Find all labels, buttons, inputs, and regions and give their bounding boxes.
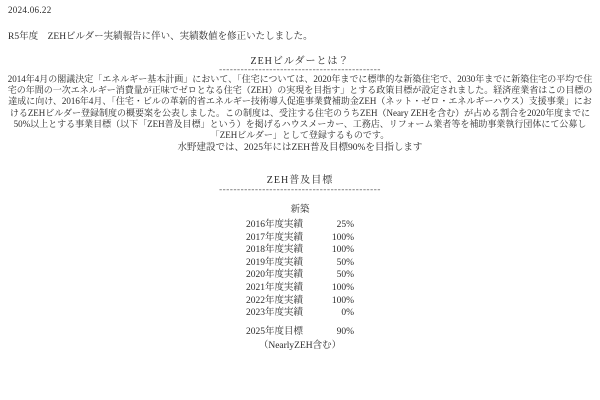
row-value: 90%: [336, 326, 354, 337]
table-row: [246, 219, 354, 232]
post-date: 2024.06.22: [8, 5, 52, 15]
row-value: 50%: [336, 257, 354, 268]
row-label: 2017年度実績: [246, 232, 304, 243]
nearly-zeh-footnote: （NearlyZEH含む）: [258, 341, 342, 351]
row-label: 2025年度目標: [246, 326, 304, 337]
table-row: [246, 244, 354, 257]
row-label: 2021年度実績: [246, 282, 304, 293]
zeh-target-table-wrapper: [0, 201, 600, 338]
table-row: [246, 257, 354, 270]
row-label: 2019年度実績: [246, 257, 304, 268]
row-value: 100%: [331, 295, 354, 306]
row-label: 2023年度実績: [246, 308, 304, 319]
table-row: [246, 295, 354, 308]
row-label: 2020年度実績: [246, 270, 304, 281]
row-label: 2016年度実績: [246, 220, 304, 230]
revision-notice: R5年度 ZEHビルダー実績報告に伴い、実績数値を修正いたしました。: [8, 32, 313, 42]
section-title-about-zeh-builder: ZEHビルダーとは？: [250, 56, 350, 67]
row-value: 25%: [336, 220, 354, 230]
company-goal-statement: 水野建設では、2025年にはZEH普及目標90%を目指します: [177, 143, 423, 153]
row-value: 100%: [331, 232, 354, 243]
table-row: [246, 282, 354, 295]
row-label: 2018年度実績: [246, 245, 304, 256]
section-title-zeh-target: ZEH普及目標: [266, 175, 334, 186]
dashed-divider: ---------------------------------------------: [219, 184, 381, 194]
row-value: 50%: [336, 270, 354, 281]
dashed-divider: ---------------------------------------------: [219, 64, 381, 74]
table-row: [246, 232, 354, 245]
column-header-new-build: 新築: [290, 205, 310, 215]
zeh-target-table: [246, 201, 354, 338]
row-label: 2022年度実績: [246, 295, 304, 306]
zeh-builder-description: 2014年4月の閣議決定「エネルギー基本計画」において、「住宅については、2020年までに標準的な新築住宅で、2030年までに新築住宅の平均で住宅の年間の一次エネルギー消費量が正味でゼロとなる住宅（ZEH）の実現を目指す」とする政策目標が設定されました。経済産業省はこの目標の達成に向け、2016年4月、「住宅・ビルの革新的省エネルギー技術導入促進事業費補助金ZEH（ネット・ゼロ・エネルギーハウス）支援事業」におけるZEHビルダー登録制度の概要案を公表しました。この制度は、受注する住宅のうちZEH（Neary ZEHを含む）が占める割合を2020年度までに50%以上とする事業目標（以下「ZEH普及目標」という）を掲げるハウスメーカー、工務店、リフォーム業者等を補助事業執行団体にて公募し「ZEHビルダー」として登録するものです。: [7, 74, 593, 141]
table-row: [246, 269, 354, 282]
table-row: [246, 307, 354, 320]
row-value: 100%: [331, 245, 354, 256]
row-value: 100%: [331, 282, 354, 293]
row-value: 0%: [341, 308, 354, 319]
